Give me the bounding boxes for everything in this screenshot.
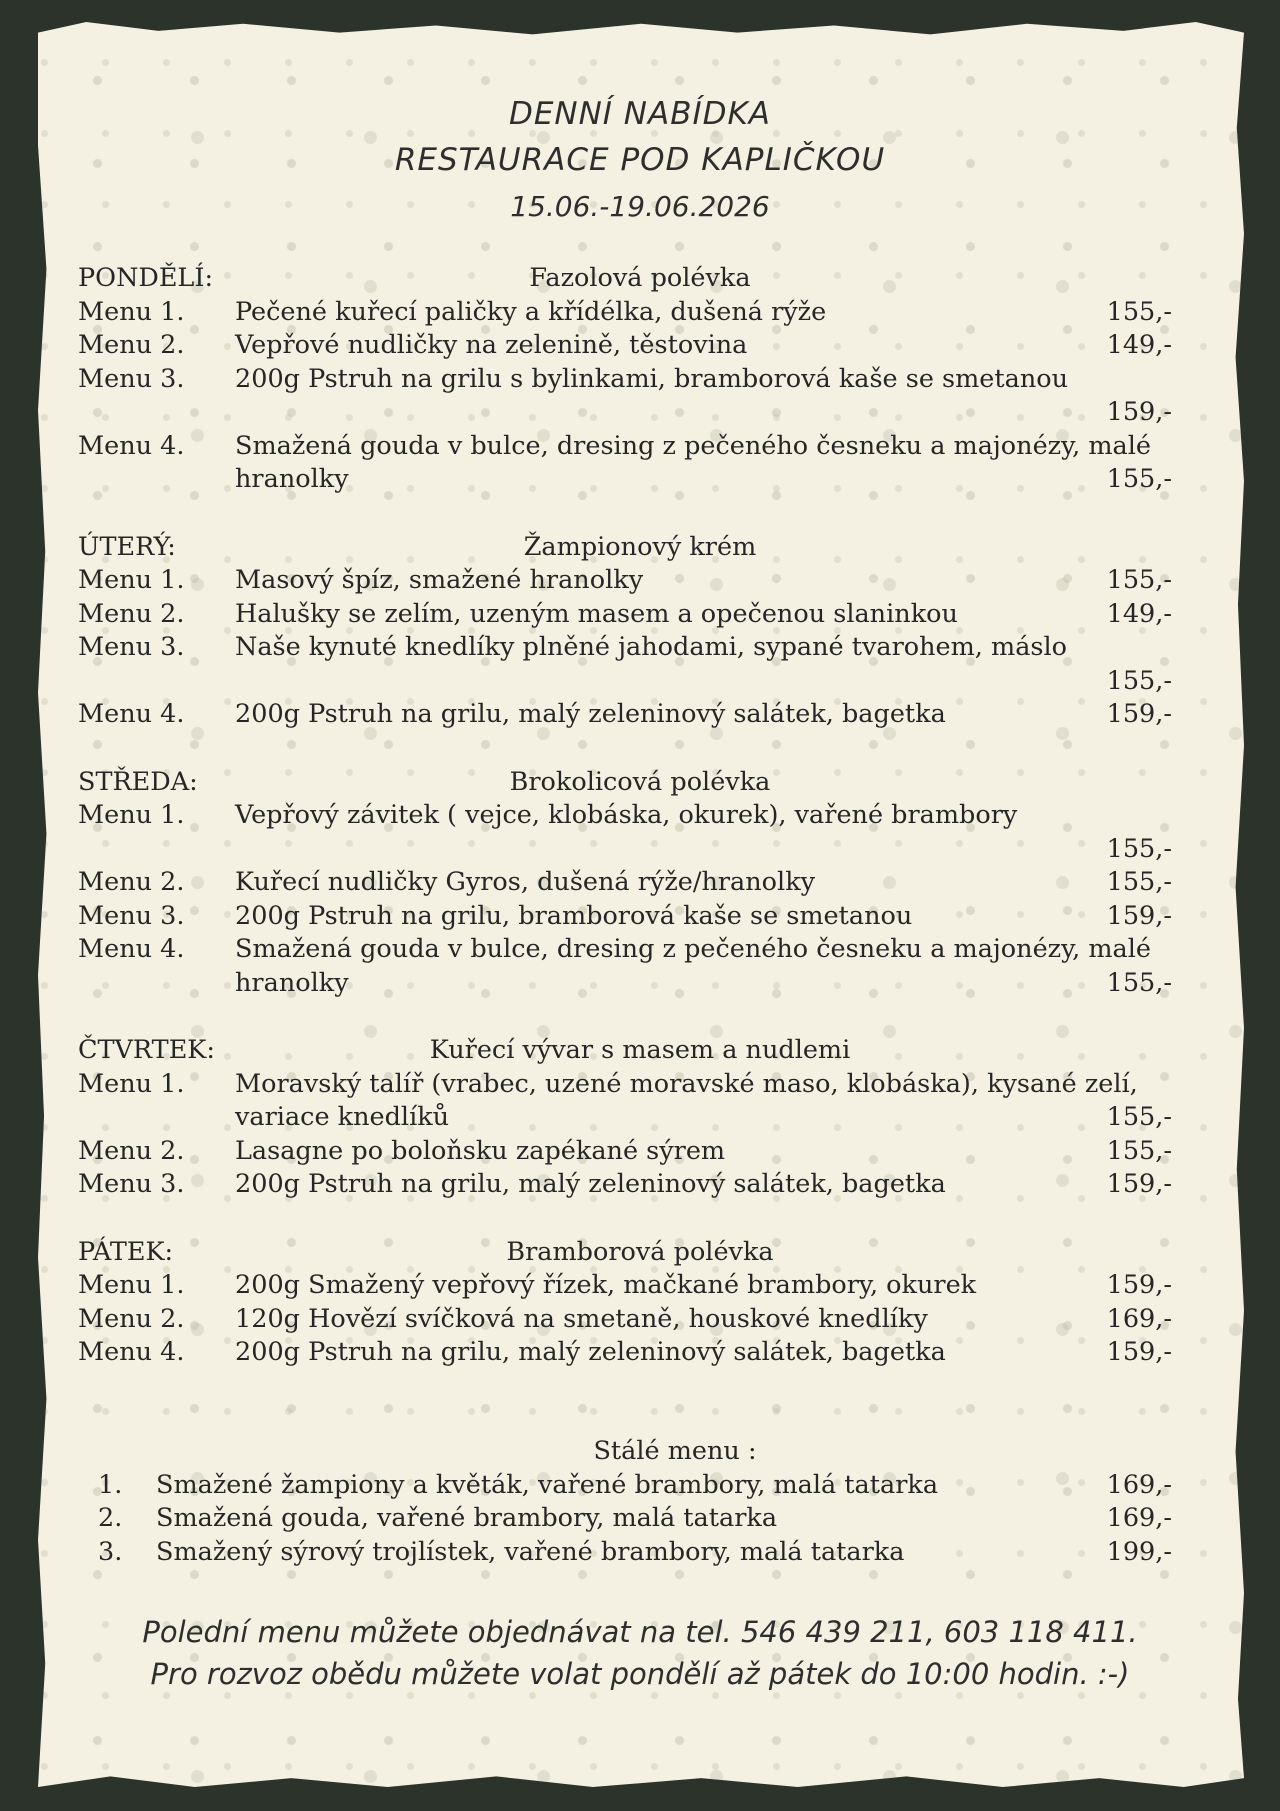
order-phone-note: Polední menu můžete objednávat na tel. 546 439 211, 603 118 411. xyxy=(142,1615,1138,1649)
menu-price: 155,- xyxy=(1106,1135,1172,1166)
menu-desc: 200g Pstruh na grilu, malý zeleninový salátek, bagetka xyxy=(235,1169,946,1199)
menu-price: 155,- xyxy=(1106,464,1172,494)
menu-label: Menu 1. xyxy=(78,296,185,327)
menu-label: Menu 2. xyxy=(78,330,185,360)
menu-label: Menu 3. xyxy=(78,900,185,931)
menu-price: 149,- xyxy=(1106,330,1172,360)
menu-desc: 200g Pstruh na grilu, bramborová kaše se smetanou xyxy=(235,900,913,931)
menu-desc: 200g Smažený vepřový řízek, mačkané brambory, okurek xyxy=(235,1270,977,1300)
menu-label: Menu 1. xyxy=(78,1068,185,1099)
menu-item xyxy=(78,1068,1202,1135)
day-name: PÁTEK: xyxy=(78,1236,174,1267)
menu-item xyxy=(78,430,1202,497)
menu-label: Menu 1. xyxy=(78,565,185,595)
menu-label: Menu 3. xyxy=(78,363,185,394)
day-wednesday xyxy=(78,766,1202,1001)
item-desc: Smažená gouda, vařené brambory, malá tatarka xyxy=(156,1503,778,1533)
day-name: STŘEDA: xyxy=(78,766,198,797)
item-desc: Smažené žampiony a květák, vařené brambory, malá tatarka xyxy=(156,1469,939,1500)
menu-desc: Smažená gouda v bulce, dresing z pečeného česneku a majonézy, malé hranolky xyxy=(235,934,1151,998)
menu-price: 159,- xyxy=(1106,1270,1172,1300)
menu-label: Menu 4. xyxy=(78,1337,185,1367)
permanent-item xyxy=(78,1536,1202,1570)
menu-price: 159,- xyxy=(1106,900,1172,931)
menu-label: Menu 3. xyxy=(78,632,185,662)
menu-item xyxy=(78,564,1202,598)
permanent-item xyxy=(78,1502,1202,1536)
item-number: 1. xyxy=(98,1469,123,1500)
menu-desc: 200g Pstruh na grilu s bylinkami, bramborová kaše se smetanou xyxy=(235,363,1069,394)
day-tuesday xyxy=(78,531,1202,732)
delivery-note: Pro rozvoz obědu můžete volat pondělí až pátek do 10:00 hodin. :-) xyxy=(150,1657,1130,1691)
menu-label: Menu 1. xyxy=(78,800,185,830)
menu-label: Menu 2. xyxy=(78,598,185,629)
menu-item xyxy=(78,329,1202,363)
menu-price: 155,- xyxy=(1106,665,1172,696)
menu-item xyxy=(78,866,1202,900)
menu-desc: Moravský talíř (vrabec, uzené moravské maso, klobáska), kysané zelí, variace knedlíků xyxy=(235,1068,1138,1132)
soup: Fazolová polévka xyxy=(529,263,751,293)
day-friday xyxy=(78,1236,1202,1370)
menu-item xyxy=(78,1303,1202,1337)
menu-desc: Halušky se zelím, uzeným masem a opečenou slaninkou xyxy=(235,598,958,629)
menu-price: 149,- xyxy=(1106,598,1172,629)
menu-item xyxy=(78,698,1202,732)
menu-label: Menu 2. xyxy=(78,1303,185,1334)
menu-desc: Vepřové nudličky na zelenině, těstovina xyxy=(235,330,748,360)
menu-desc: Vepřový závitek ( vejce, klobáska, okurek), vařené brambory xyxy=(235,800,1018,830)
menu-label: Menu 2. xyxy=(78,867,185,897)
day-name: PONDĚLÍ: xyxy=(78,263,214,293)
date-range: 15.06.-19.06.2026 xyxy=(510,190,770,223)
item-number: 2. xyxy=(98,1503,123,1533)
menu-label: Menu 4. xyxy=(78,430,185,461)
item-price: 199,- xyxy=(1106,1536,1172,1567)
menu-item xyxy=(78,900,1202,934)
menu-desc: 120g Hovězí svíčková na smetaně, houskové knedlíky xyxy=(235,1303,928,1334)
menu-desc: Smažená gouda v bulce, dresing z pečeného česneku a majonézy, malé hranolky xyxy=(235,430,1151,494)
menu-price: 155,- xyxy=(1106,967,1172,998)
menu-title: DENNÍ NABÍDKA xyxy=(508,96,772,132)
menu-price: 155,- xyxy=(1106,867,1172,897)
menu-price: 159,- xyxy=(1106,397,1172,427)
menu-item xyxy=(78,1168,1202,1202)
item-price: 169,- xyxy=(1106,1503,1172,1533)
menu-price: 155,- xyxy=(1106,296,1172,327)
day-monday xyxy=(78,262,1202,497)
soup: Žampionový krém xyxy=(523,531,757,562)
menu-item xyxy=(78,296,1202,330)
menu-price: 155,- xyxy=(1106,565,1172,595)
menu-item xyxy=(78,1135,1202,1169)
soup: Brokolicová polévka xyxy=(509,766,771,797)
item-desc: Smažený sýrový trojlístek, vařené brambory, malá tatarka xyxy=(156,1536,905,1567)
item-price: 169,- xyxy=(1106,1469,1172,1500)
soup: Bramborová polévka xyxy=(506,1236,774,1267)
menu-label: Menu 3. xyxy=(78,1169,185,1199)
menu-desc: Masový špíz, smažené hranolky xyxy=(235,565,644,595)
menu-item xyxy=(78,799,1202,866)
permanent-menu xyxy=(78,1435,1202,1569)
menu-desc: 200g Pstruh na grilu, malý zeleninový salátek, bagetka xyxy=(235,1337,946,1367)
menu-item xyxy=(78,1336,1202,1370)
menu-price: 169,- xyxy=(1106,1303,1172,1334)
menu-label: Menu 2. xyxy=(78,1135,185,1166)
menu-price: 159,- xyxy=(1106,1169,1172,1199)
menu-price: 159,- xyxy=(1106,699,1172,729)
item-number: 3. xyxy=(98,1536,123,1567)
soup: Kuřecí vývar s masem a nudlemi xyxy=(429,1035,851,1065)
menu-item xyxy=(78,363,1202,430)
day-name: ÚTERÝ: xyxy=(78,531,176,562)
menu-label: Menu 4. xyxy=(78,934,185,964)
menu-item xyxy=(78,1269,1202,1303)
menu-item xyxy=(78,933,1202,1000)
menu-item xyxy=(78,631,1202,698)
menu-label: Menu 4. xyxy=(78,699,185,729)
menu-price: 155,- xyxy=(1106,1102,1172,1132)
menu-item xyxy=(78,598,1202,632)
restaurant-name: RESTAURACE POD KAPLIČKOU xyxy=(394,142,886,178)
permanent-item xyxy=(78,1469,1202,1503)
menu-price: 155,- xyxy=(1106,833,1172,864)
menu-label: Menu 1. xyxy=(78,1270,185,1300)
permanent-menu-title: Stálé menu : xyxy=(593,1436,757,1466)
menu-desc: 200g Pstruh na grilu, malý zeleninový salátek, bagetka xyxy=(235,699,946,729)
menu-desc: Pečené kuřecí paličky a křídélka, dušená rýže xyxy=(235,296,827,327)
menu-desc: Lasagne po boloňsku zapékané sýrem xyxy=(235,1135,726,1166)
day-name: ČTVRTEK: xyxy=(78,1035,215,1065)
weekly-menu xyxy=(78,262,1202,1404)
menu-desc: Kuřecí nudličky Gyros, dušená rýže/hranolky xyxy=(235,867,816,897)
menu-price: 159,- xyxy=(1106,1337,1172,1367)
menu-desc: Naše kynuté knedlíky plněné jahodami, sypané tvarohem, máslo xyxy=(235,632,1067,662)
day-thursday xyxy=(78,1034,1202,1202)
